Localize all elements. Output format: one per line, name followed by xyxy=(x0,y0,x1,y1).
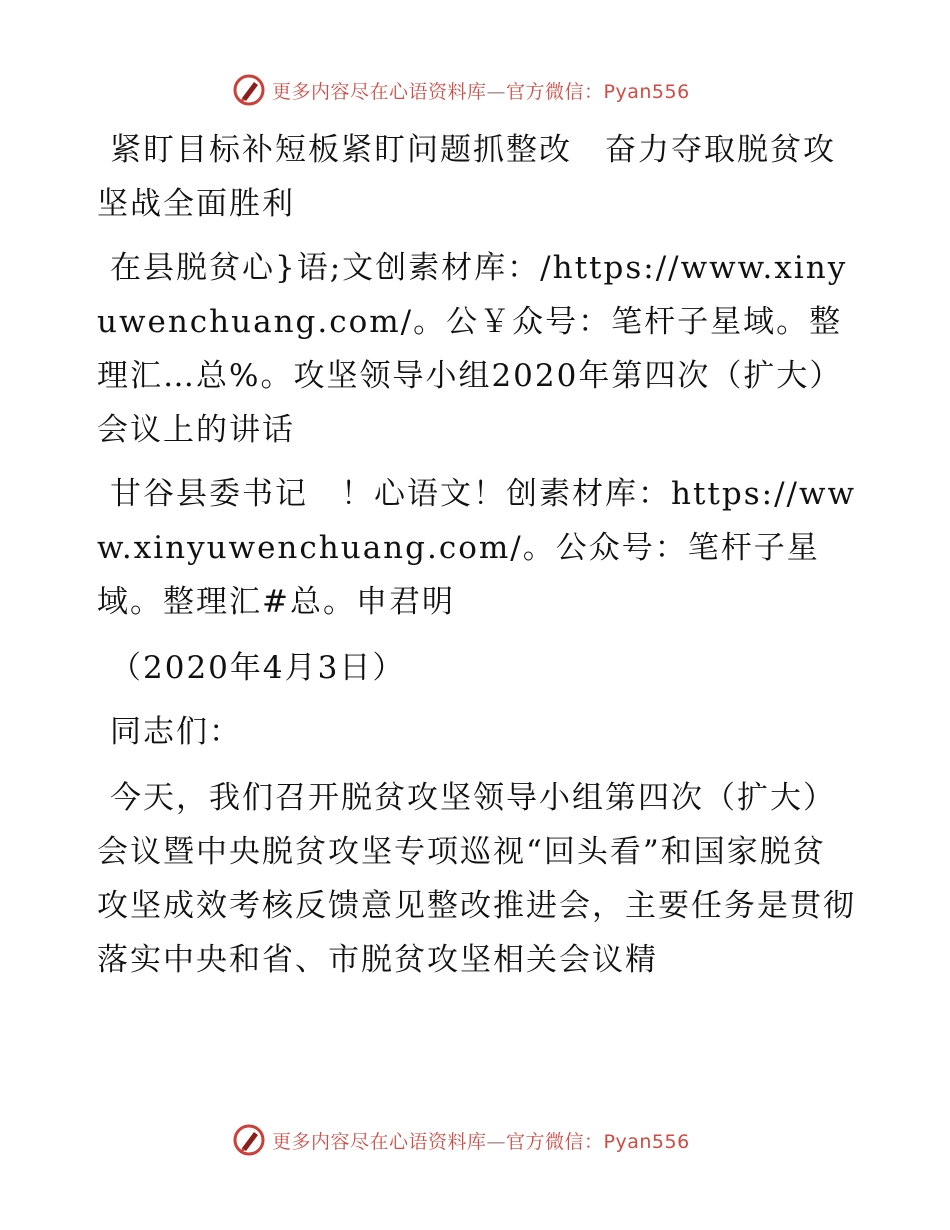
speech-date: （2020年4月3日） xyxy=(110,650,406,686)
watermark-text: 更多内容尽在心语资料库—官方微信：Pyan556 xyxy=(272,1130,690,1153)
footer-watermark xyxy=(232,1122,690,1158)
watermark-text: 更多内容尽在心语资料库—官方微信：Pyan556 xyxy=(272,80,690,103)
greeting: 同志们： xyxy=(110,714,242,750)
pen-logo-icon xyxy=(232,1123,266,1157)
body-paragraph: 今天，我们召开脱贫攻坚领导小组第四次（扩大）会议暨中央脱贫攻坚专项巡视“回头看”和国家脱贫攻坚成效考核反馈意见整改推进会，主要任务是贯彻落实中央和省、市脱贫攻坚相关会议精 xyxy=(97,780,856,978)
author-line: 甘谷县委书记 ！心语文！创素材库：https://www.xinyuwenchuang.com/。公众号：笔杆子星域。整理汇#总。申君明 xyxy=(97,476,857,620)
intro-paragraph: 在县脱贫心}语;文创素材库：/https://www.xinyuwenchuang.com/。公￥众号：笔杆子星域。整理汇…总%。攻坚领导小组2020年第四次（扩大）会议上的讲话 xyxy=(97,250,848,448)
header-watermark xyxy=(232,72,690,108)
document-body xyxy=(97,123,857,987)
pen-logo-icon xyxy=(232,73,266,107)
document-title: 紧盯目标补短板紧盯问题抓整改 奋力夺取脱贫攻坚战全面胜利 xyxy=(97,132,836,222)
